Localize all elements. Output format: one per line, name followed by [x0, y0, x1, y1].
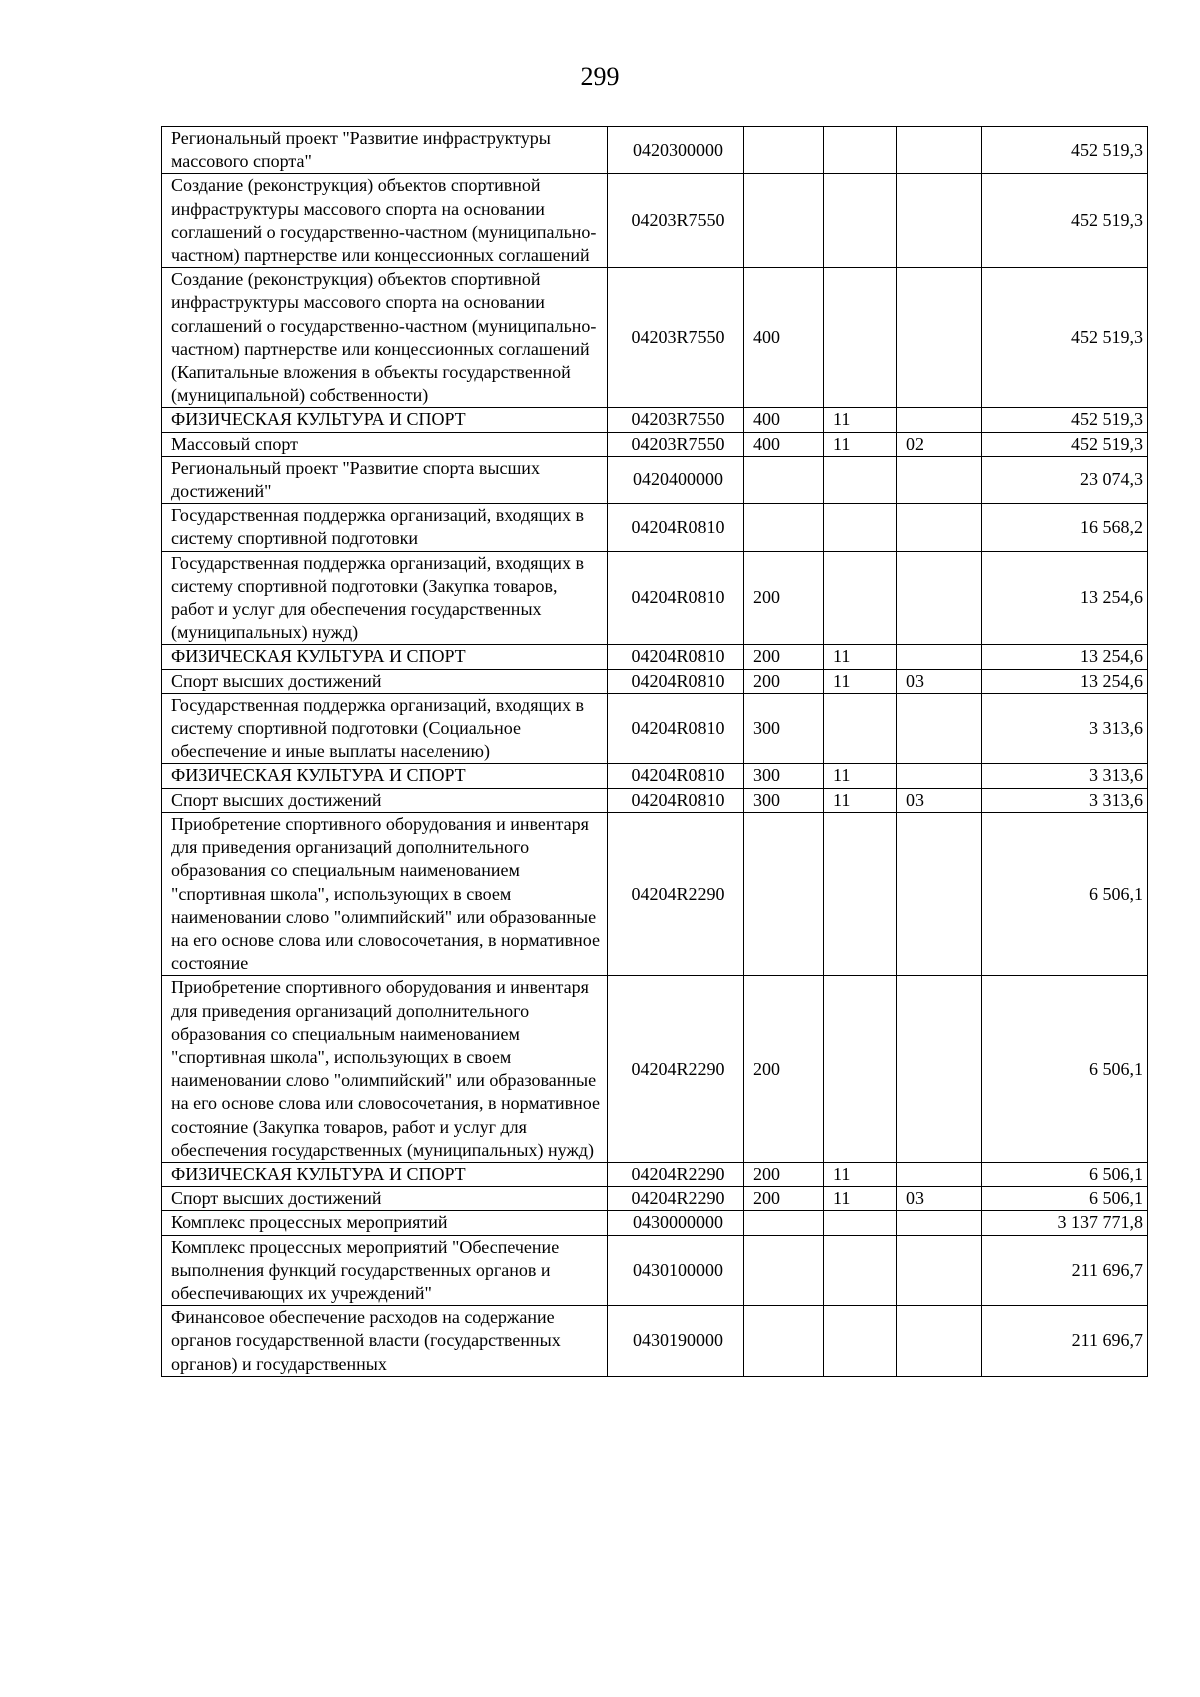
expense-name-cell: Спорт высших достижений: [162, 669, 608, 693]
section-code-cell: [824, 456, 897, 503]
target-article-code-cell: 0430100000: [608, 1235, 744, 1306]
table-row: [162, 976, 1148, 1163]
amount-cell: 3 313,6: [982, 788, 1148, 812]
amount-cell: 211 696,7: [982, 1306, 1148, 1377]
table-row: [162, 1187, 1148, 1211]
expense-name-cell: Финансовое обеспечение расходов на содержание органов государственной власти (государственных органов) и государственных: [162, 1306, 608, 1377]
amount-cell: 452 519,3: [982, 268, 1148, 408]
target-article-code-cell: 0430190000: [608, 1306, 744, 1377]
expense-name-cell: Государственная поддержка организаций, входящих в систему спортивной подготовки (Социальное обеспечение и иные выплаты населению): [162, 693, 608, 764]
table-row: [162, 1211, 1148, 1235]
subsection-code-cell: 03: [897, 1187, 982, 1211]
table-row: [162, 174, 1148, 268]
amount-cell: 452 519,3: [982, 408, 1148, 432]
amount-cell: 6 506,1: [982, 1187, 1148, 1211]
section-code-cell: [824, 812, 897, 975]
amount-cell: 3 137 771,8: [982, 1211, 1148, 1235]
target-article-code-cell: 04204R0810: [608, 504, 744, 551]
target-article-code-cell: 04204R2290: [608, 1187, 744, 1211]
subsection-code-cell: [897, 456, 982, 503]
table-row: [162, 551, 1148, 645]
amount-cell: 3 313,6: [982, 693, 1148, 764]
expense-name-cell: Комплекс процессных мероприятий: [162, 1211, 608, 1235]
expense-name-cell: Государственная поддержка организаций, входящих в систему спортивной подготовки: [162, 504, 608, 551]
subsection-code-cell: [897, 812, 982, 975]
budget-table-body: [162, 127, 1148, 1377]
expense-name-cell: Массовый спорт: [162, 432, 608, 456]
amount-cell: 452 519,3: [982, 127, 1148, 174]
expense-type-cell: [744, 127, 824, 174]
table-row: [162, 1235, 1148, 1306]
subsection-code-cell: [897, 764, 982, 788]
expense-type-cell: [744, 812, 824, 975]
expense-name-cell: Спорт высших достижений: [162, 1187, 608, 1211]
target-article-code-cell: 04204R0810: [608, 788, 744, 812]
expense-type-cell: [744, 1235, 824, 1306]
target-article-code-cell: 04204R2290: [608, 1162, 744, 1186]
amount-cell: 6 506,1: [982, 1162, 1148, 1186]
expense-name-cell: ФИЗИЧЕСКАЯ КУЛЬТУРА И СПОРТ: [162, 408, 608, 432]
amount-cell: 452 519,3: [982, 432, 1148, 456]
section-code-cell: [824, 1211, 897, 1235]
subsection-code-cell: 03: [897, 669, 982, 693]
expense-type-cell: [744, 1306, 824, 1377]
expense-type-cell: 200: [744, 976, 824, 1163]
expense-type-cell: 400: [744, 268, 824, 408]
expense-type-cell: 300: [744, 764, 824, 788]
subsection-code-cell: [897, 268, 982, 408]
target-article-code-cell: 04203R7550: [608, 432, 744, 456]
subsection-code-cell: [897, 1211, 982, 1235]
subsection-code-cell: [897, 408, 982, 432]
table-row: [162, 1306, 1148, 1377]
section-code-cell: 11: [824, 1162, 897, 1186]
amount-cell: 6 506,1: [982, 976, 1148, 1163]
section-code-cell: [824, 174, 897, 268]
expense-name-cell: Создание (реконструкция) объектов спортивной инфраструктуры массового спорта на основании соглашений о государственно-частном (муниципально-частном) партнерстве или концессионных соглашений: [162, 174, 608, 268]
table-row: [162, 456, 1148, 503]
expense-type-cell: 400: [744, 408, 824, 432]
table-row: [162, 504, 1148, 551]
expense-name-cell: ФИЗИЧЕСКАЯ КУЛЬТУРА И СПОРТ: [162, 645, 608, 669]
section-code-cell: 11: [824, 764, 897, 788]
expense-type-cell: [744, 1211, 824, 1235]
expense-type-cell: 200: [744, 1162, 824, 1186]
expense-name-cell: Приобретение спортивного оборудования и инвентаря для приведения организаций дополнительного образования со специальным наименованием "спортивная школа", использующих в своем наименовании слово "олимпийский" или образованные на его основе слова или словосочетания, в нормативное состояние: [162, 812, 608, 975]
expense-name-cell: ФИЗИЧЕСКАЯ КУЛЬТУРА И СПОРТ: [162, 1162, 608, 1186]
amount-cell: 6 506,1: [982, 812, 1148, 975]
subsection-code-cell: [897, 174, 982, 268]
section-code-cell: [824, 551, 897, 645]
table-row: [162, 812, 1148, 975]
subsection-code-cell: [897, 504, 982, 551]
expense-type-cell: 200: [744, 669, 824, 693]
subsection-code-cell: [897, 645, 982, 669]
expense-type-cell: 200: [744, 645, 824, 669]
amount-cell: 452 519,3: [982, 174, 1148, 268]
target-article-code-cell: 0420400000: [608, 456, 744, 503]
section-code-cell: 11: [824, 432, 897, 456]
budget-table: [161, 126, 1148, 1377]
target-article-code-cell: 0420300000: [608, 127, 744, 174]
section-code-cell: [824, 1306, 897, 1377]
expense-name-cell: Комплекс процессных мероприятий "Обеспечение выполнения функций государственных органов и обеспечивающих их учреждений": [162, 1235, 608, 1306]
expense-type-cell: [744, 456, 824, 503]
target-article-code-cell: 04204R2290: [608, 812, 744, 975]
table-row: [162, 408, 1148, 432]
section-code-cell: [824, 127, 897, 174]
amount-cell: 13 254,6: [982, 551, 1148, 645]
amount-cell: 3 313,6: [982, 764, 1148, 788]
section-code-cell: [824, 504, 897, 551]
expense-name-cell: Спорт высших достижений: [162, 788, 608, 812]
subsection-code-cell: [897, 1306, 982, 1377]
section-code-cell: 11: [824, 788, 897, 812]
expense-name-cell: Региональный проект "Развитие инфраструктуры массового спорта": [162, 127, 608, 174]
amount-cell: 13 254,6: [982, 669, 1148, 693]
amount-cell: 211 696,7: [982, 1235, 1148, 1306]
section-code-cell: 11: [824, 669, 897, 693]
subsection-code-cell: [897, 551, 982, 645]
table-row: [162, 268, 1148, 408]
section-code-cell: [824, 976, 897, 1163]
table-row: [162, 788, 1148, 812]
page-number: 299: [580, 62, 620, 91]
section-code-cell: [824, 693, 897, 764]
section-code-cell: [824, 1235, 897, 1306]
target-article-code-cell: 04204R0810: [608, 551, 744, 645]
amount-cell: 13 254,6: [982, 645, 1148, 669]
target-article-code-cell: 0430000000: [608, 1211, 744, 1235]
subsection-code-cell: [897, 693, 982, 764]
table-row: [162, 645, 1148, 669]
expense-type-cell: 200: [744, 1187, 824, 1211]
amount-cell: 16 568,2: [982, 504, 1148, 551]
expense-type-cell: [744, 504, 824, 551]
expense-name-cell: Приобретение спортивного оборудования и инвентаря для приведения организаций дополнительного образования со специальным наименованием "спортивная школа", использующих в своем наименовании слово "олимпийский" или образованные на его основе слова или словосочетания, в нормативное состояние (Закупка товаров, работ и услуг для обеспечения государственных (муниципальных) нужд): [162, 976, 608, 1163]
subsection-code-cell: 03: [897, 788, 982, 812]
expense-type-cell: 300: [744, 788, 824, 812]
subsection-code-cell: [897, 1235, 982, 1306]
target-article-code-cell: 04204R0810: [608, 764, 744, 788]
amount-cell: 23 074,3: [982, 456, 1148, 503]
subsection-code-cell: [897, 1162, 982, 1186]
subsection-code-cell: 02: [897, 432, 982, 456]
section-code-cell: 11: [824, 645, 897, 669]
expense-type-cell: 400: [744, 432, 824, 456]
table-row: [162, 693, 1148, 764]
target-article-code-cell: 04203R7550: [608, 408, 744, 432]
subsection-code-cell: [897, 127, 982, 174]
expense-name-cell: ФИЗИЧЕСКАЯ КУЛЬТУРА И СПОРТ: [162, 764, 608, 788]
table-row: [162, 764, 1148, 788]
expense-name-cell: Государственная поддержка организаций, входящих в систему спортивной подготовки (Закупка товаров, работ и услуг для обеспечения государственных (муниципальных) нужд): [162, 551, 608, 645]
table-row: [162, 669, 1148, 693]
target-article-code-cell: 04204R0810: [608, 645, 744, 669]
expense-type-cell: 200: [744, 551, 824, 645]
subsection-code-cell: [897, 976, 982, 1163]
section-code-cell: 11: [824, 408, 897, 432]
target-article-code-cell: 04204R0810: [608, 669, 744, 693]
expense-name-cell: Создание (реконструкция) объектов спортивной инфраструктуры массового спорта на основании соглашений о государственно-частном (муниципально-частном) партнерстве или концессионных соглашений (Капитальные вложения в объекты государственной (муниципальной) собственности): [162, 268, 608, 408]
target-article-code-cell: 04203R7550: [608, 268, 744, 408]
target-article-code-cell: 04204R2290: [608, 976, 744, 1163]
target-article-code-cell: 04204R0810: [608, 693, 744, 764]
table-row: [162, 432, 1148, 456]
table-row: [162, 1162, 1148, 1186]
expense-type-cell: [744, 174, 824, 268]
table-row: [162, 127, 1148, 174]
target-article-code-cell: 04203R7550: [608, 174, 744, 268]
section-code-cell: [824, 268, 897, 408]
section-code-cell: 11: [824, 1187, 897, 1211]
expense-name-cell: Региональный проект "Развитие спорта высших достижений": [162, 456, 608, 503]
expense-type-cell: 300: [744, 693, 824, 764]
